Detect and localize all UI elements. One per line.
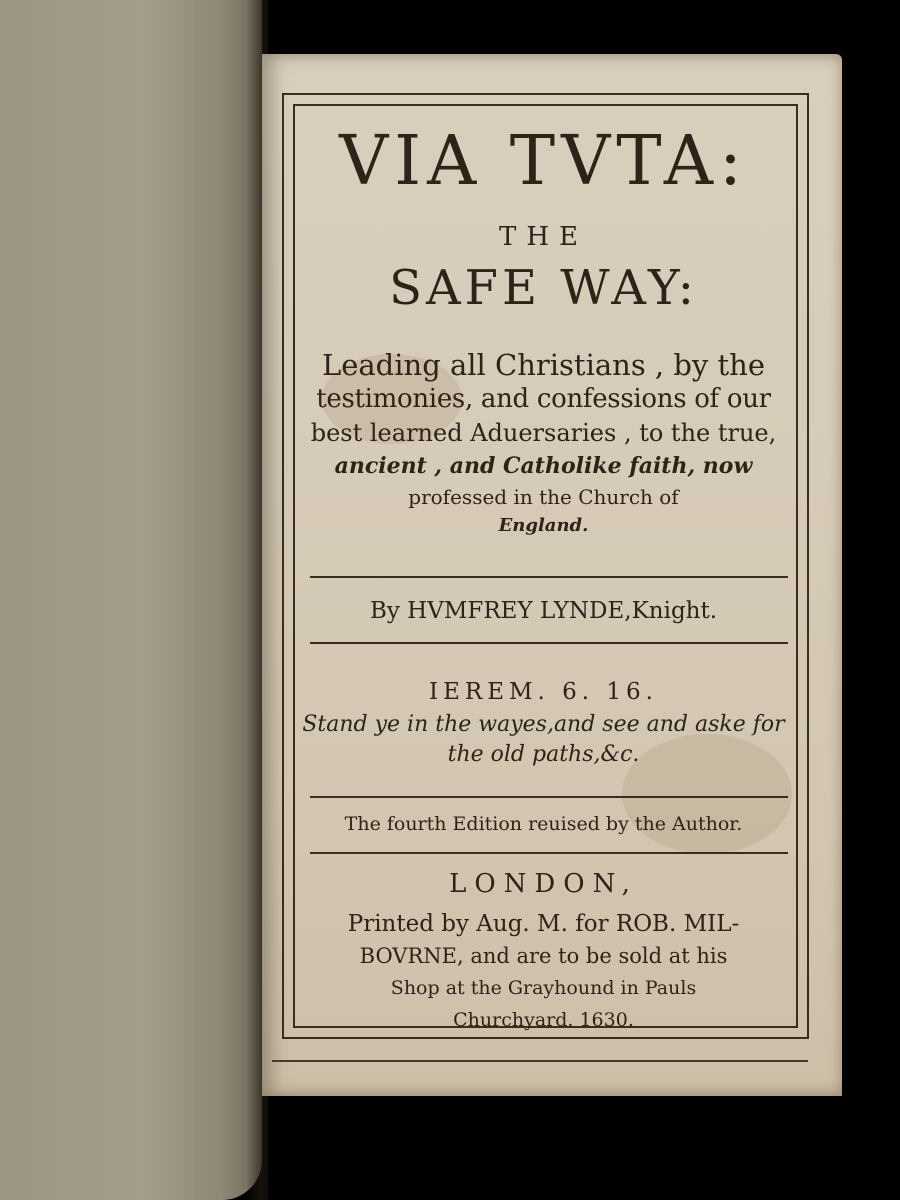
divider-rule bbox=[310, 796, 788, 798]
divider-rule bbox=[310, 852, 788, 854]
bottom-rule bbox=[272, 1060, 808, 1062]
description-line: professed in the Church of bbox=[408, 485, 679, 509]
main-title: VIA TVTA: bbox=[339, 122, 748, 201]
imprint-line: Printed by Aug. M. for ROB. MIL- bbox=[347, 911, 740, 937]
description-line: ancient , and Catholike faith, now bbox=[334, 453, 753, 479]
divider-rule bbox=[310, 576, 788, 578]
divider-rule bbox=[310, 642, 788, 644]
imprint-line: Shop at the Grayhound in Pauls bbox=[390, 977, 697, 999]
description-line: Leading all Christians , by the bbox=[321, 348, 766, 382]
imprint-line: BOVRNE, and are to be sold at his bbox=[359, 944, 728, 968]
title-the: THE bbox=[499, 222, 588, 252]
facing-blank-page bbox=[0, 0, 262, 1200]
scripture-line: the old paths,&c. bbox=[447, 742, 640, 767]
imprint bbox=[296, 908, 791, 1036]
scripture-reference: IEREM. 6. 16. bbox=[429, 679, 658, 705]
imprint-line: Churchyard. 1630. bbox=[453, 1009, 634, 1031]
edition-line: The fourth Edition reuised by the Author. bbox=[344, 813, 743, 835]
scripture-quote bbox=[296, 710, 791, 770]
scripture-line: Stand ye in the wayes,and see and aske for bbox=[302, 712, 785, 737]
description bbox=[296, 348, 791, 540]
subtitle: SAFE WAY: bbox=[389, 260, 698, 316]
description-line: England. bbox=[498, 515, 589, 536]
description-line: testimonies, and confessions of our bbox=[316, 384, 771, 414]
author-line: By HVMFREY LYNDE,Knight. bbox=[369, 598, 718, 624]
description-line: best learned Aduersaries , to the true, bbox=[310, 419, 777, 447]
imprint-city: LONDON, bbox=[449, 869, 638, 899]
